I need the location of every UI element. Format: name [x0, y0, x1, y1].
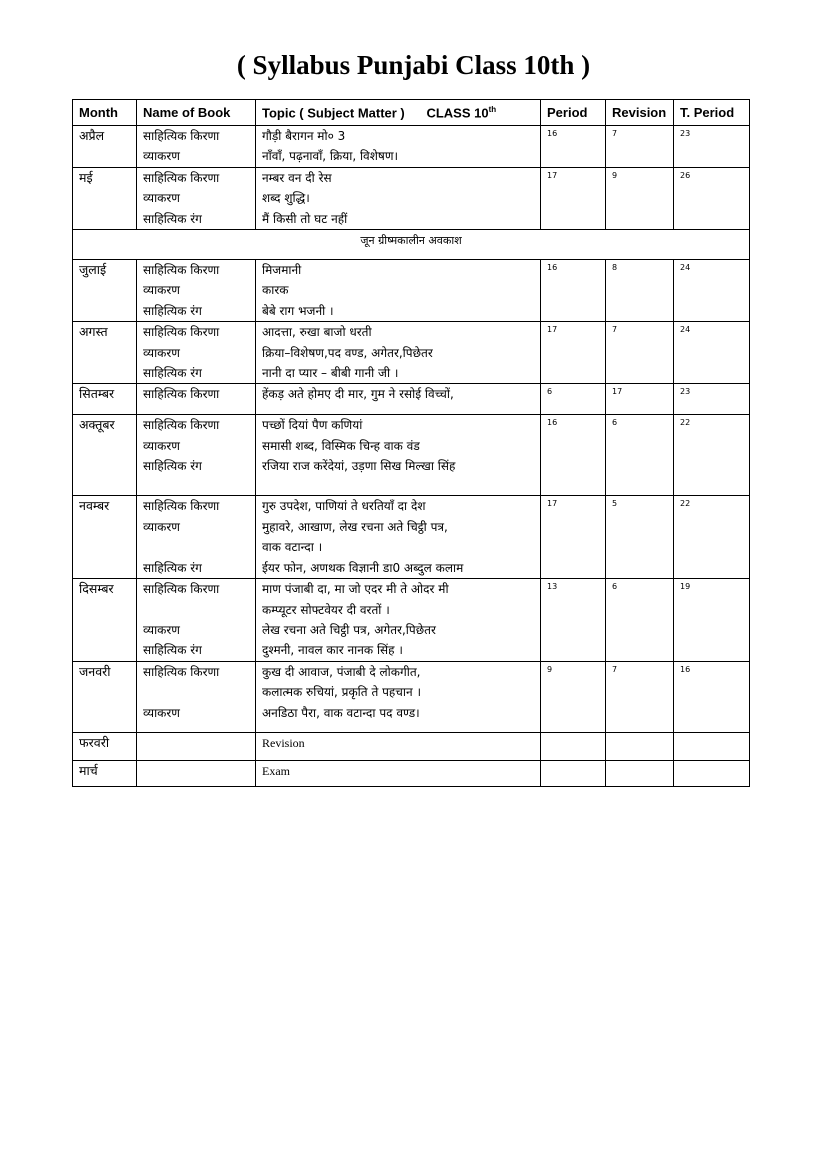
topic-line: रजिया राज करेंदेयां, उड़णा सिख मिल्खा सिंह	[262, 459, 456, 474]
topic-line: पच्छों दियां पैण कणियां	[262, 418, 363, 433]
month-label: जुलाई	[79, 262, 107, 278]
topic-line: दुश्मनी, नावल कार नानक सिंह ।	[262, 643, 403, 658]
topic-line: मिजमानी	[262, 263, 302, 278]
revision-cell: 17	[606, 384, 674, 415]
topic-line: नानी दा प्यार – बीबी गानी जी ।	[262, 366, 399, 381]
book-name: साहित्यिक किरणा	[143, 499, 220, 514]
month-label: सितम्बर	[79, 386, 115, 402]
table-row	[73, 661, 750, 732]
book-name: व्याकरण	[143, 149, 180, 164]
month-cell	[73, 384, 137, 415]
revision-cell: 6	[606, 415, 674, 496]
topic-line: ईयर फोन, अणथक विज्ञानी डा0 अब्दुल कलाम	[262, 560, 464, 575]
table-row	[73, 579, 750, 662]
table-row	[73, 732, 750, 760]
revision-cell: 7	[606, 126, 674, 168]
topic-line: समासी शब्द, विस्मिक चिन्ह वाक वंड	[262, 438, 420, 453]
book-cell	[137, 579, 256, 662]
topic-cell	[256, 384, 541, 415]
book-name: साहित्यिक किरणा	[143, 664, 220, 679]
total-period-cell: 24	[674, 322, 750, 384]
topic-line: कम्प्यूटर सोफ्टवेयर दी वरतों ।	[262, 602, 390, 617]
book-name: साहित्यिक रंग	[143, 560, 202, 575]
book-name	[143, 600, 249, 620]
topic-cell	[256, 579, 541, 662]
period-cell: 17	[541, 167, 606, 229]
total-period-cell: 26	[674, 167, 750, 229]
month-cell	[73, 661, 137, 732]
revision-cell: 5	[606, 496, 674, 579]
total-period-cell: 24	[674, 260, 750, 322]
total-period-cell: 16	[674, 661, 750, 732]
month-label: दिसम्बर	[79, 581, 114, 597]
revision-cell: 7	[606, 322, 674, 384]
month-cell	[73, 260, 137, 322]
period-cell: 17	[541, 496, 606, 579]
topic-cell	[256, 661, 541, 732]
header-total-period: T. Period	[674, 100, 750, 126]
book-name: साहित्यिक रंग	[143, 366, 202, 381]
page-title: ( Syllabus Punjabi Class 10th )	[236, 50, 591, 80]
book-name: व्याकरण	[143, 191, 180, 206]
month-cell	[73, 579, 137, 662]
topic-line: क्रिया–विशेषण,पद वण्ड, अगेतर,पिछेतर	[262, 345, 433, 360]
header-row	[73, 100, 750, 126]
topic-line: हेंकड़ अते होमए दी मार, गुम ने रसोई विच्चों,	[262, 387, 454, 402]
topic-cell	[256, 760, 541, 786]
topic-cell	[256, 126, 541, 168]
topic-line: वाक वटान्दा ।	[262, 540, 323, 555]
topic-line: कुख दी आवाज, पंजाबी दे लोकगीत,	[262, 664, 421, 679]
topic-line: गौड़ी बैरागन मो० 3	[262, 129, 346, 143]
table-row	[73, 496, 750, 579]
book-name: व्याकरण	[143, 519, 180, 534]
period-cell	[541, 732, 606, 760]
table-row	[73, 167, 750, 229]
period-cell	[541, 760, 606, 786]
book-name: व्याकरण	[143, 438, 180, 453]
header-month: Month	[73, 100, 137, 126]
book-cell	[137, 384, 256, 415]
topic-line: माण पंजाबी दा, मा जो एदर मी ते ओदर मी	[262, 582, 449, 597]
topic-line: बेबे राग भजनी ।	[262, 303, 334, 318]
book-name: साहित्यिक रंग	[143, 643, 202, 658]
month-label: अगस्त	[79, 324, 108, 340]
header-book: Name of Book	[137, 100, 256, 126]
revision-cell: 7	[606, 661, 674, 732]
book-name: व्याकरण	[143, 283, 180, 298]
topic-cell	[256, 167, 541, 229]
month-label: मई	[79, 169, 93, 185]
book-name: साहित्यिक किरणा	[143, 129, 220, 143]
book-name: साहित्यिक किरणा	[143, 170, 220, 185]
book-name: व्याकरण	[143, 705, 180, 720]
table-row	[73, 415, 750, 496]
header-revision: Revision	[606, 100, 674, 126]
period-cell: 16	[541, 126, 606, 168]
header-period: Period	[541, 100, 606, 126]
table-row	[73, 322, 750, 384]
topic-cell	[256, 496, 541, 579]
period-cell: 13	[541, 579, 606, 662]
book-name: व्याकरण	[143, 622, 180, 637]
topic-line: मुहावरे, आखाण, लेख रचना अते चिट्ठी पत्र,	[262, 519, 448, 534]
month-cell	[73, 126, 137, 168]
table-row	[73, 384, 750, 415]
topic-text: Revision	[262, 735, 305, 750]
revision-cell	[606, 732, 674, 760]
book-name: साहित्यिक किरणा	[143, 582, 220, 597]
topic-line: कलात्मक रुचियां, प्रकृति ते पहचान ।	[262, 685, 422, 700]
book-name: साहित्यिक रंग	[143, 211, 202, 226]
topic-line: नाँवाँ, पढ़नावाँ, क्रिया, विशेषण।	[262, 149, 399, 164]
month-label: मार्च	[79, 762, 98, 778]
topic-line: नम्बर वन दी रेस	[262, 170, 332, 185]
month-label: नवम्बर	[79, 498, 110, 514]
book-name: साहित्यिक रंग	[143, 459, 202, 474]
month-cell	[73, 760, 137, 786]
topic-line: आदत्ता, रुखा बाजो धरती	[262, 325, 372, 340]
total-period-cell	[674, 732, 750, 760]
revision-cell: 9	[606, 167, 674, 229]
revision-cell: 8	[606, 260, 674, 322]
month-cell	[73, 322, 137, 384]
total-period-cell: 23	[674, 384, 750, 415]
total-period-cell: 23	[674, 126, 750, 168]
period-cell: 17	[541, 322, 606, 384]
book-name: साहित्यिक किरणा	[143, 263, 220, 278]
book-cell	[137, 167, 256, 229]
total-period-cell: 22	[674, 415, 750, 496]
period-cell: 16	[541, 415, 606, 496]
book-name: साहित्यिक रंग	[143, 303, 202, 318]
book-cell	[137, 661, 256, 732]
book-name: साहित्यिक किरणा	[143, 325, 220, 340]
book-cell	[137, 415, 256, 496]
vacation-note: जून ग्रीष्मकालीन अवकाश	[73, 230, 750, 260]
period-cell: 6	[541, 384, 606, 415]
topic-line: गुरु उपदेश, पाणियां ते धरतियाँ दा देश	[262, 499, 426, 514]
book-cell	[137, 760, 256, 786]
book-cell	[137, 126, 256, 168]
book-name: साहित्यिक किरणा	[143, 418, 220, 433]
month-cell	[73, 167, 137, 229]
topic-cell	[256, 322, 541, 384]
topic-cell	[256, 732, 541, 760]
month-label: अप्रैल	[79, 128, 105, 143]
header-topic: Topic ( Subject Matter ) CLASS 10th	[256, 100, 541, 126]
book-name	[143, 537, 249, 557]
month-cell	[73, 496, 137, 579]
table-row	[73, 126, 750, 168]
period-cell: 16	[541, 260, 606, 322]
book-cell	[137, 732, 256, 760]
topic-line: शब्द शुद्धि।	[262, 191, 310, 206]
total-period-cell	[674, 760, 750, 786]
syllabus-table	[72, 99, 750, 787]
month-cell	[73, 415, 137, 496]
total-period-cell: 22	[674, 496, 750, 579]
topic-line: कारक	[262, 283, 289, 298]
revision-cell	[606, 760, 674, 786]
month-label: जनवरी	[79, 663, 111, 679]
book-name: व्याकरण	[143, 345, 180, 360]
total-period-cell: 19	[674, 579, 750, 662]
month-label: फरवरी	[79, 734, 110, 750]
month-cell	[73, 732, 137, 760]
book-cell	[137, 260, 256, 322]
topic-line: अनडिठा पैरा, वाक वटान्दा पद वण्ड।	[262, 705, 420, 720]
month-label: अक्तूबर	[79, 417, 115, 433]
table-row	[73, 260, 750, 322]
topic-line: लेख रचना अते चिट्ठी पत्र, अगेतर,पिछेतर	[262, 622, 436, 637]
topic-cell	[256, 415, 541, 496]
table-row	[73, 760, 750, 786]
book-cell	[137, 322, 256, 384]
revision-cell: 6	[606, 579, 674, 662]
book-name	[143, 682, 249, 702]
vacation-row	[73, 230, 750, 260]
topic-cell	[256, 260, 541, 322]
book-name: साहित्यिक किरणा	[143, 387, 220, 402]
period-cell: 9	[541, 661, 606, 732]
book-cell	[137, 496, 256, 579]
topic-text: Exam	[262, 763, 290, 778]
topic-line: मैं किसी तो घट नहीं	[262, 211, 348, 226]
